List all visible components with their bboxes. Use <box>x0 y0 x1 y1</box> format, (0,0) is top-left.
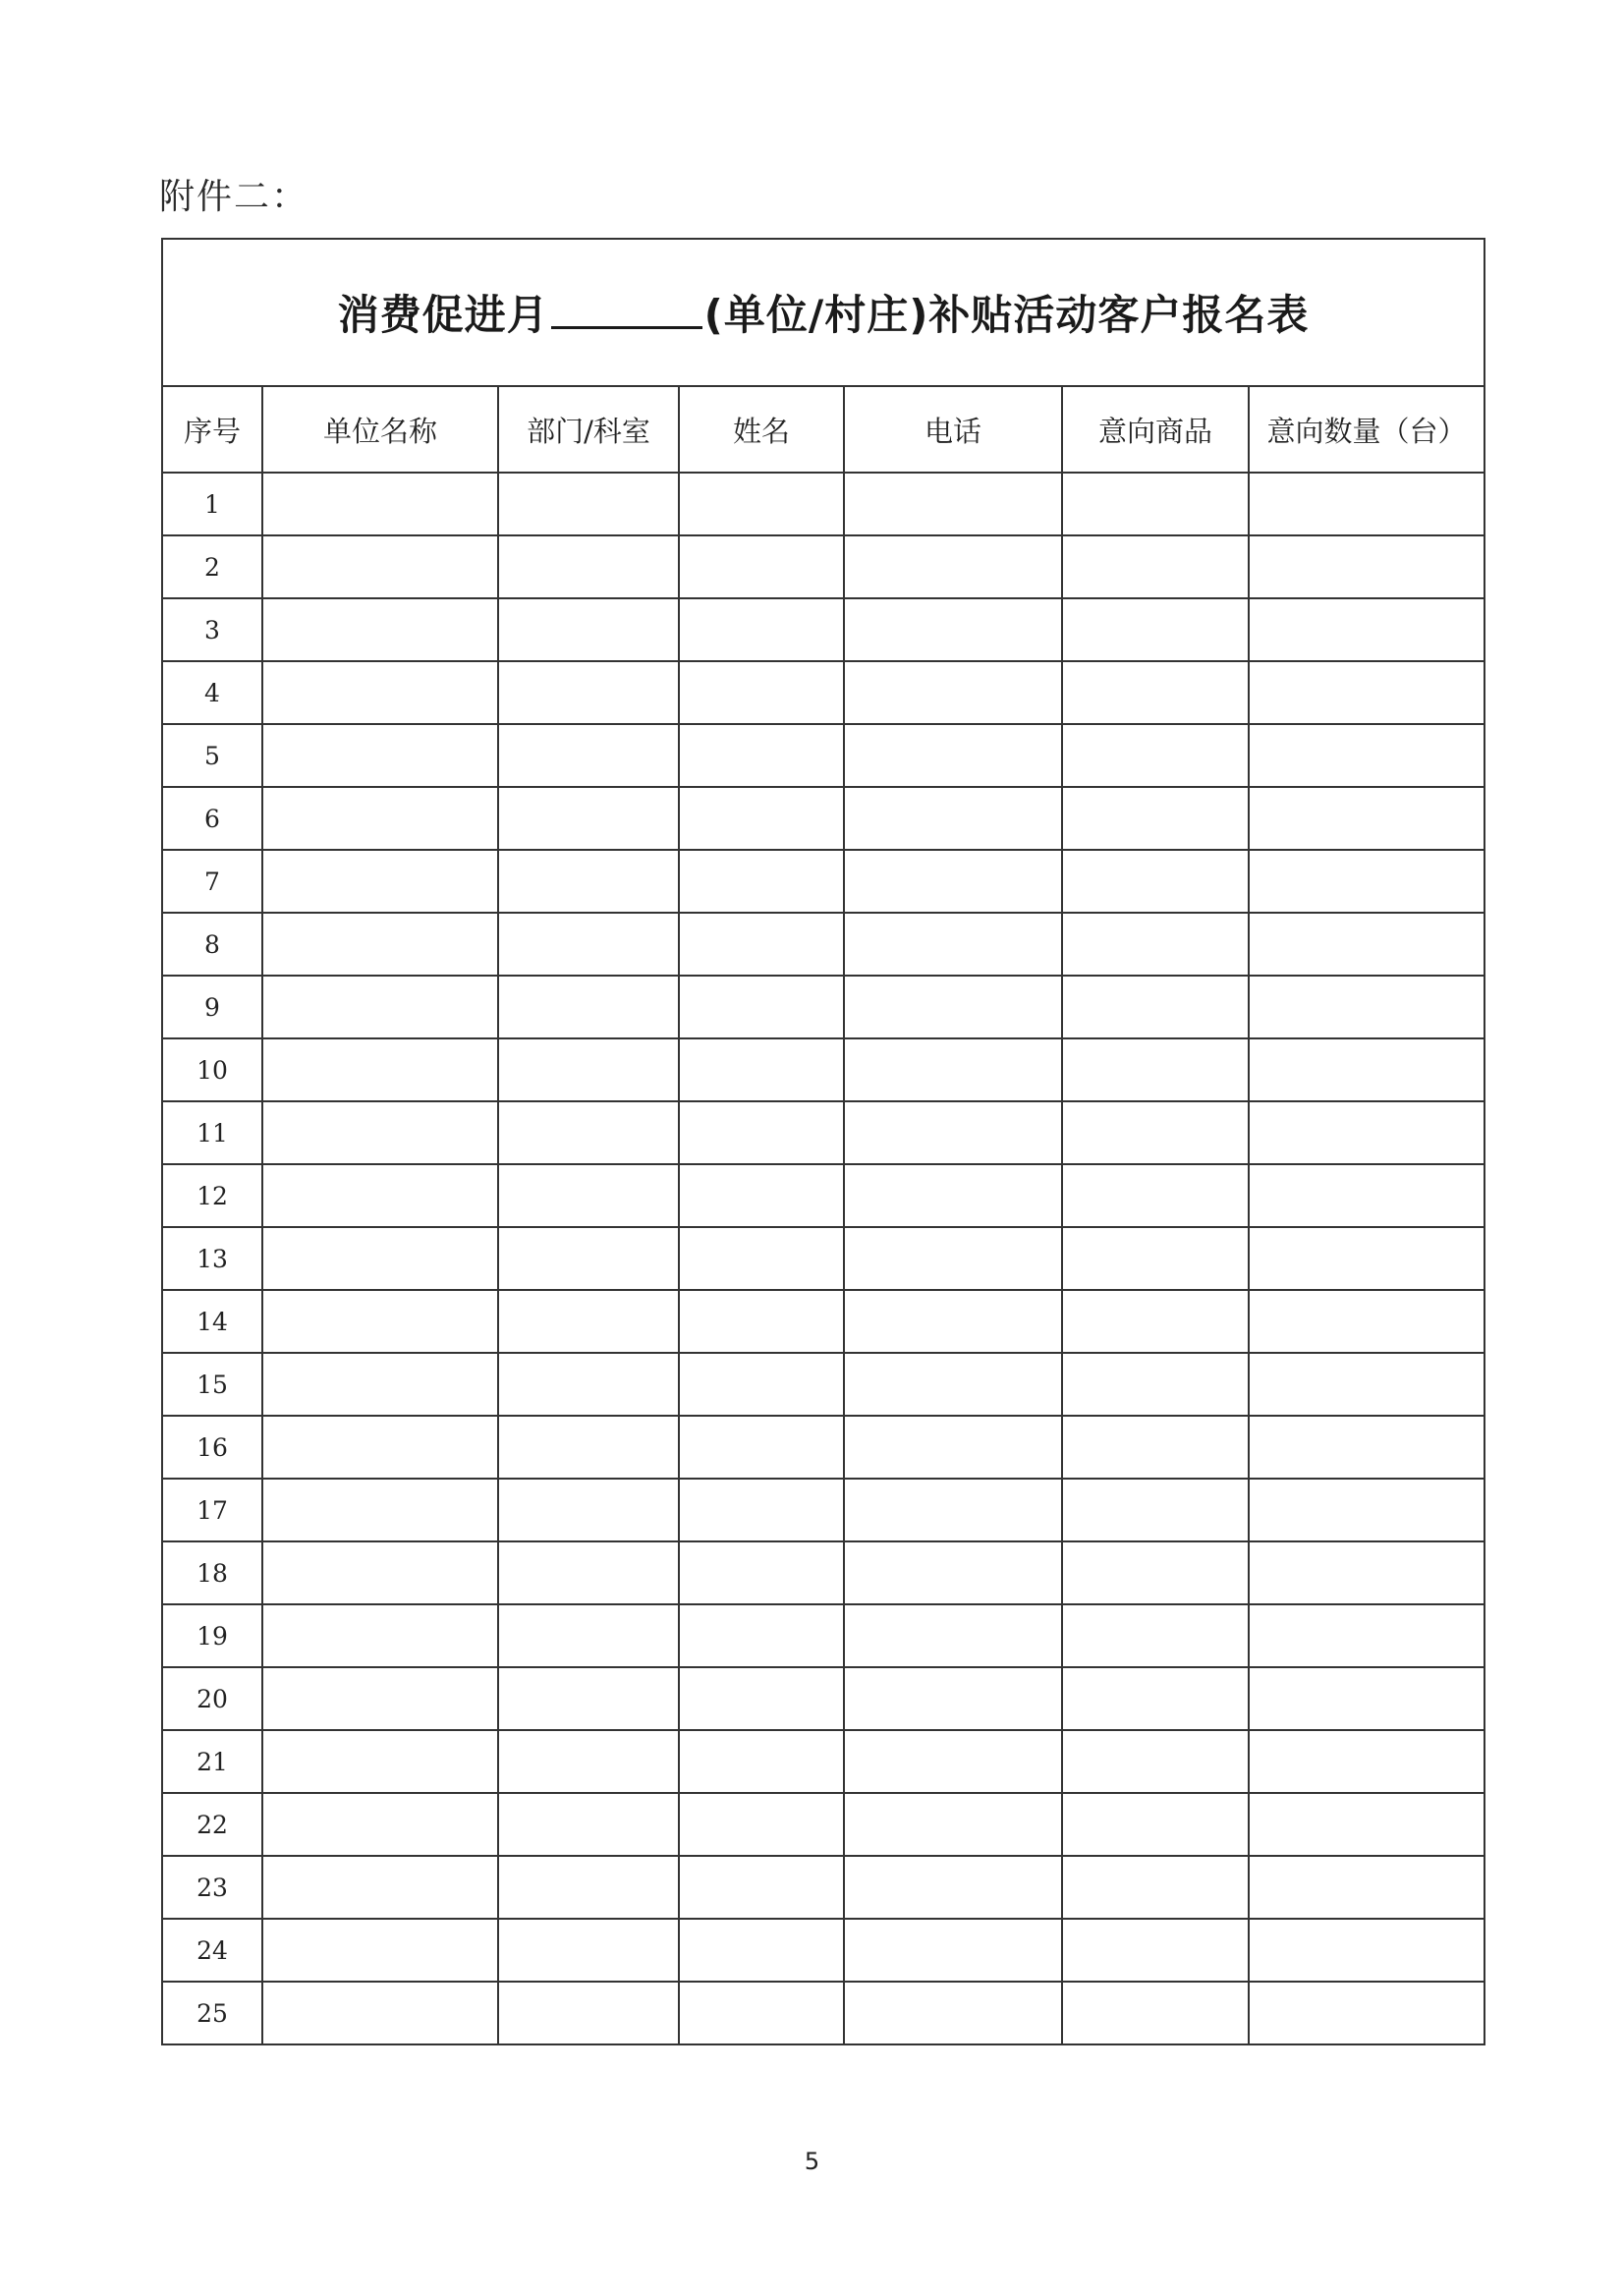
quantity-cell[interactable] <box>1249 1793 1484 1856</box>
table-row <box>162 1541 1484 1604</box>
product-cell[interactable] <box>1062 913 1249 976</box>
product-cell[interactable] <box>1062 850 1249 913</box>
name-cell[interactable] <box>679 1667 844 1730</box>
phone-cell[interactable] <box>844 1290 1062 1353</box>
column-header-phone: 电话 <box>844 386 1062 473</box>
product-cell[interactable] <box>1062 1730 1249 1793</box>
row-number: 11 <box>162 1101 262 1164</box>
department-cell[interactable] <box>498 1982 679 2044</box>
product-cell[interactable] <box>1062 473 1249 535</box>
phone-cell[interactable] <box>844 1101 1062 1164</box>
department-cell[interactable] <box>498 724 679 787</box>
table-row <box>162 1604 1484 1667</box>
phone-cell[interactable] <box>844 850 1062 913</box>
name-cell[interactable] <box>679 1479 844 1541</box>
phone-cell[interactable] <box>844 535 1062 598</box>
phone-cell[interactable] <box>844 1667 1062 1730</box>
row-number: 23 <box>162 1856 262 1919</box>
table-row <box>162 1101 1484 1164</box>
registration-form-table <box>161 238 1485 2045</box>
unit-name-cell[interactable] <box>262 1793 498 1856</box>
unit-name-cell[interactable] <box>262 1290 498 1353</box>
unit-name-cell[interactable] <box>262 1982 498 2044</box>
table-row <box>162 1164 1484 1227</box>
row-number: 25 <box>162 1982 262 2044</box>
row-number: 9 <box>162 976 262 1038</box>
row-number: 6 <box>162 787 262 850</box>
product-cell[interactable] <box>1062 1101 1249 1164</box>
phone-cell[interactable] <box>844 661 1062 724</box>
table-row <box>162 1667 1484 1730</box>
product-cell[interactable] <box>1062 1793 1249 1856</box>
row-number: 20 <box>162 1667 262 1730</box>
form-title-suffix: (单位/村庄)补贴活动客户报名表 <box>703 291 1310 339</box>
quantity-cell[interactable] <box>1249 1290 1484 1353</box>
phone-cell[interactable] <box>844 1793 1062 1856</box>
quantity-cell[interactable] <box>1249 1604 1484 1667</box>
unit-name-cell[interactable] <box>262 1541 498 1604</box>
name-cell[interactable] <box>679 1227 844 1290</box>
quantity-cell[interactable] <box>1249 913 1484 976</box>
quantity-cell[interactable] <box>1249 724 1484 787</box>
unit-name-cell[interactable] <box>262 1038 498 1101</box>
table-row <box>162 913 1484 976</box>
table-row <box>162 1416 1484 1479</box>
row-number: 7 <box>162 850 262 913</box>
department-cell[interactable] <box>498 1730 679 1793</box>
unit-name-cell[interactable] <box>262 1667 498 1730</box>
product-cell[interactable] <box>1062 1919 1249 1982</box>
unit-name-cell[interactable] <box>262 1730 498 1793</box>
row-number: 10 <box>162 1038 262 1101</box>
department-cell[interactable] <box>498 1919 679 1982</box>
phone-cell[interactable] <box>844 1227 1062 1290</box>
name-cell[interactable] <box>679 1038 844 1101</box>
row-number: 16 <box>162 1416 262 1479</box>
phone-cell[interactable] <box>844 1982 1062 2044</box>
quantity-cell[interactable] <box>1249 1479 1484 1541</box>
quantity-cell[interactable] <box>1249 1353 1484 1416</box>
row-number: 13 <box>162 1227 262 1290</box>
product-cell[interactable] <box>1062 1541 1249 1604</box>
phone-cell[interactable] <box>844 1038 1062 1101</box>
row-number: 12 <box>162 1164 262 1227</box>
name-cell[interactable] <box>679 1604 844 1667</box>
row-number: 24 <box>162 1919 262 1982</box>
department-cell[interactable] <box>498 976 679 1038</box>
unit-name-cell[interactable] <box>262 1353 498 1416</box>
department-cell[interactable] <box>498 1416 679 1479</box>
column-header-seq: 序号 <box>162 386 262 473</box>
column-header-product: 意向商品 <box>1062 386 1249 473</box>
product-cell[interactable] <box>1062 1982 1249 2044</box>
product-cell[interactable] <box>1062 724 1249 787</box>
product-cell[interactable] <box>1062 1290 1249 1353</box>
name-cell[interactable] <box>679 850 844 913</box>
department-cell[interactable] <box>498 1541 679 1604</box>
header-row <box>162 386 1484 473</box>
name-cell[interactable] <box>679 473 844 535</box>
name-cell[interactable] <box>679 724 844 787</box>
name-cell[interactable] <box>679 1164 844 1227</box>
table-row <box>162 1038 1484 1101</box>
phone-cell[interactable] <box>844 1730 1062 1793</box>
quantity-cell[interactable] <box>1249 1541 1484 1604</box>
name-cell[interactable] <box>679 598 844 661</box>
table-row <box>162 598 1484 661</box>
quantity-cell[interactable] <box>1249 1101 1484 1164</box>
name-cell[interactable] <box>679 976 844 1038</box>
name-cell[interactable] <box>679 1919 844 1982</box>
quantity-cell[interactable] <box>1249 1919 1484 1982</box>
product-cell[interactable] <box>1062 1479 1249 1541</box>
phone-cell[interactable] <box>844 1479 1062 1541</box>
row-number: 15 <box>162 1353 262 1416</box>
column-header-department: 部门/科室 <box>498 386 679 473</box>
phone-cell[interactable] <box>844 1919 1062 1982</box>
table-row <box>162 787 1484 850</box>
row-number: 5 <box>162 724 262 787</box>
product-cell[interactable] <box>1062 976 1249 1038</box>
unit-name-cell[interactable] <box>262 976 498 1038</box>
unit-name-cell[interactable] <box>262 1227 498 1290</box>
table-row <box>162 661 1484 724</box>
product-cell[interactable] <box>1062 1164 1249 1227</box>
phone-cell[interactable] <box>844 1856 1062 1919</box>
phone-cell[interactable] <box>844 1604 1062 1667</box>
phone-cell[interactable] <box>844 1164 1062 1227</box>
table-row <box>162 976 1484 1038</box>
unit-name-cell[interactable] <box>262 724 498 787</box>
product-cell[interactable] <box>1062 1227 1249 1290</box>
department-cell[interactable] <box>498 1793 679 1856</box>
department-cell[interactable] <box>498 1038 679 1101</box>
column-header-unit-name: 单位名称 <box>262 386 498 473</box>
name-cell[interactable] <box>679 1101 844 1164</box>
product-cell[interactable] <box>1062 598 1249 661</box>
department-cell[interactable] <box>498 1290 679 1353</box>
department-cell[interactable] <box>498 1353 679 1416</box>
row-number: 8 <box>162 913 262 976</box>
phone-cell[interactable] <box>844 473 1062 535</box>
name-cell[interactable] <box>679 1290 844 1353</box>
unit-name-cell[interactable] <box>262 598 498 661</box>
page-number: 5 <box>804 2148 820 2175</box>
product-cell[interactable] <box>1062 535 1249 598</box>
table-row <box>162 1353 1484 1416</box>
unit-name-cell[interactable] <box>262 473 498 535</box>
department-cell[interactable] <box>498 535 679 598</box>
form-title-prefix: 消费促进月 <box>337 291 549 339</box>
phone-cell[interactable] <box>844 724 1062 787</box>
quantity-cell[interactable] <box>1249 1856 1484 1919</box>
name-cell[interactable] <box>679 1541 844 1604</box>
product-cell[interactable] <box>1062 787 1249 850</box>
quantity-cell[interactable] <box>1249 1038 1484 1101</box>
unit-name-cell[interactable] <box>262 913 498 976</box>
form-title-blank-line[interactable] <box>551 318 702 329</box>
department-cell[interactable] <box>498 787 679 850</box>
name-cell[interactable] <box>679 661 844 724</box>
row-number: 2 <box>162 535 262 598</box>
product-cell[interactable] <box>1062 1667 1249 1730</box>
column-header-name: 姓名 <box>679 386 844 473</box>
unit-name-cell[interactable] <box>262 661 498 724</box>
quantity-cell[interactable] <box>1249 661 1484 724</box>
row-number: 22 <box>162 1793 262 1856</box>
phone-cell[interactable] <box>844 1353 1062 1416</box>
department-cell[interactable] <box>498 850 679 913</box>
table-row <box>162 473 1484 535</box>
phone-cell[interactable] <box>844 787 1062 850</box>
row-number: 1 <box>162 473 262 535</box>
department-cell[interactable] <box>498 1101 679 1164</box>
unit-name-cell[interactable] <box>262 1101 498 1164</box>
product-cell[interactable] <box>1062 1353 1249 1416</box>
name-cell[interactable] <box>679 1353 844 1416</box>
phone-cell[interactable] <box>844 976 1062 1038</box>
table-row <box>162 850 1484 913</box>
table-row <box>162 1290 1484 1353</box>
unit-name-cell[interactable] <box>262 535 498 598</box>
quantity-cell[interactable] <box>1249 1982 1484 2044</box>
table-row <box>162 1982 1484 2044</box>
quantity-cell[interactable] <box>1249 535 1484 598</box>
row-number: 14 <box>162 1290 262 1353</box>
department-cell[interactable] <box>498 1479 679 1541</box>
attachment-label: 附件二： <box>159 177 309 217</box>
form-title <box>162 239 1484 386</box>
unit-name-cell[interactable] <box>262 1856 498 1919</box>
name-cell[interactable] <box>679 1416 844 1479</box>
table-row <box>162 535 1484 598</box>
table-row <box>162 1856 1484 1919</box>
phone-cell[interactable] <box>844 1416 1062 1479</box>
department-cell[interactable] <box>498 1227 679 1290</box>
unit-name-cell[interactable] <box>262 1416 498 1479</box>
row-number: 4 <box>162 661 262 724</box>
quantity-cell[interactable] <box>1249 598 1484 661</box>
product-cell[interactable] <box>1062 1038 1249 1101</box>
phone-cell[interactable] <box>844 913 1062 976</box>
name-cell[interactable] <box>679 1793 844 1856</box>
product-cell[interactable] <box>1062 1416 1249 1479</box>
department-cell[interactable] <box>498 598 679 661</box>
row-number: 17 <box>162 1479 262 1541</box>
product-cell[interactable] <box>1062 1604 1249 1667</box>
table-row <box>162 1730 1484 1793</box>
unit-name-cell[interactable] <box>262 1479 498 1541</box>
department-cell[interactable] <box>498 1604 679 1667</box>
product-cell[interactable] <box>1062 1856 1249 1919</box>
row-number: 21 <box>162 1730 262 1793</box>
quantity-cell[interactable] <box>1249 1667 1484 1730</box>
name-cell[interactable] <box>679 913 844 976</box>
quantity-cell[interactable] <box>1249 473 1484 535</box>
name-cell[interactable] <box>679 1856 844 1919</box>
row-number: 18 <box>162 1541 262 1604</box>
department-cell[interactable] <box>498 1667 679 1730</box>
quantity-cell[interactable] <box>1249 850 1484 913</box>
name-cell[interactable] <box>679 787 844 850</box>
table-row <box>162 1227 1484 1290</box>
unit-name-cell[interactable] <box>262 787 498 850</box>
column-header-quantity: 意向数量（台） <box>1249 386 1484 473</box>
unit-name-cell[interactable] <box>262 1164 498 1227</box>
name-cell[interactable] <box>679 535 844 598</box>
quantity-cell[interactable] <box>1249 1730 1484 1793</box>
department-cell[interactable] <box>498 1856 679 1919</box>
product-cell[interactable] <box>1062 661 1249 724</box>
table-row <box>162 1793 1484 1856</box>
department-cell[interactable] <box>498 1164 679 1227</box>
unit-name-cell[interactable] <box>262 1919 498 1982</box>
department-cell[interactable] <box>498 473 679 535</box>
quantity-cell[interactable] <box>1249 1227 1484 1290</box>
table-row <box>162 1479 1484 1541</box>
phone-cell[interactable] <box>844 598 1062 661</box>
table-row <box>162 1919 1484 1982</box>
quantity-cell[interactable] <box>1249 976 1484 1038</box>
unit-name-cell[interactable] <box>262 1604 498 1667</box>
quantity-cell[interactable] <box>1249 1164 1484 1227</box>
name-cell[interactable] <box>679 1730 844 1793</box>
department-cell[interactable] <box>498 913 679 976</box>
phone-cell[interactable] <box>844 1541 1062 1604</box>
department-cell[interactable] <box>498 661 679 724</box>
form-body <box>162 473 1484 2044</box>
unit-name-cell[interactable] <box>262 850 498 913</box>
row-number: 3 <box>162 598 262 661</box>
quantity-cell[interactable] <box>1249 787 1484 850</box>
table-row <box>162 724 1484 787</box>
row-number: 19 <box>162 1604 262 1667</box>
quantity-cell[interactable] <box>1249 1416 1484 1479</box>
name-cell[interactable] <box>679 1982 844 2044</box>
